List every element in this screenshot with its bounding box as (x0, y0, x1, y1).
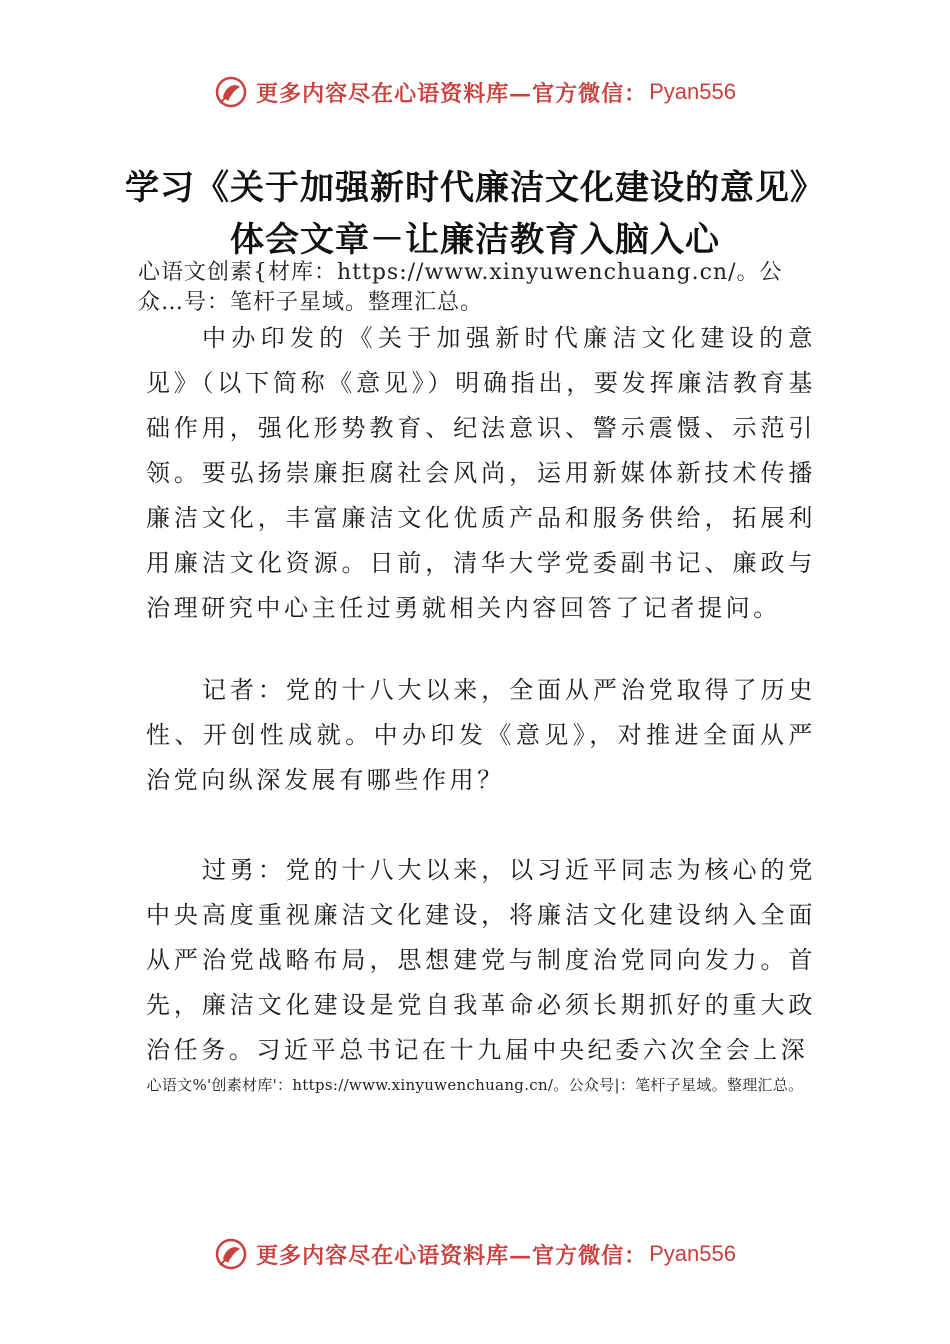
header-banner-text: 更多内容尽在心语资料库—官方微信： (256, 80, 648, 107)
page-title-line2: 体会文章－让廉洁教育入脑入心 (230, 220, 720, 260)
source-note: 心语文创素{材库：https://www.xinyuwenchuang.cn/。公众…号：笔杆子星域。整理汇总。 (138, 260, 783, 315)
brand-logo-icon (214, 75, 248, 109)
header-wechat-id: Pyan556 (649, 79, 736, 104)
footer-source-note: 心语文%'创素材库'：https://www.xinyuwenchuang.cn/。公众号|：笔杆子星域。整理汇总。 (146, 1076, 804, 1094)
header-banner (0, 72, 950, 112)
brand-logo-icon (214, 1237, 248, 1271)
footer-wechat-id: Pyan556 (649, 1241, 736, 1266)
body-paragraph-question: 记者：党的十八大以来，全面从严治党取得了历史性、开创性成就。中办印发《意见》，对推进全面从严治党向纵深发展有哪些作用？ (146, 676, 816, 794)
footer-banner-text: 更多内容尽在心语资料库—官方微信： (256, 1242, 648, 1269)
footer-banner (0, 1234, 950, 1274)
body-paragraph-intro: 中办印发的《关于加强新时代廉洁文化建设的意见》（以下简称《意见》）明确指出，要发挥廉洁教育基础作用，强化形势教育、纪法意识、警示震慑、示范引领。要弘扬崇廉拒腐社会风尚，运用新媒体新技术传播廉洁文化，丰富廉洁文化优质产品和服务供给，拓展利用廉洁文化资源。日前，清华大学党委副书记、廉政与治理研究中心主任过勇就相关内容回答了记者提问。 (146, 324, 816, 622)
body-paragraph-answer: 过勇：党的十八大以来，以习近平同志为核心的党中央高度重视廉洁文化建设，将廉洁文化建设纳入全面从严治党战略布局，思想建党与制度治党同向发力。首先，廉洁文化建设是党自我革命必须长期抓好的重大政治任务。习近平总书记在十九届中央纪委六次全会上深 (146, 856, 816, 1064)
page-title-line1: 学习《关于加强新时代廉洁文化建设的意见》 (125, 168, 825, 208)
